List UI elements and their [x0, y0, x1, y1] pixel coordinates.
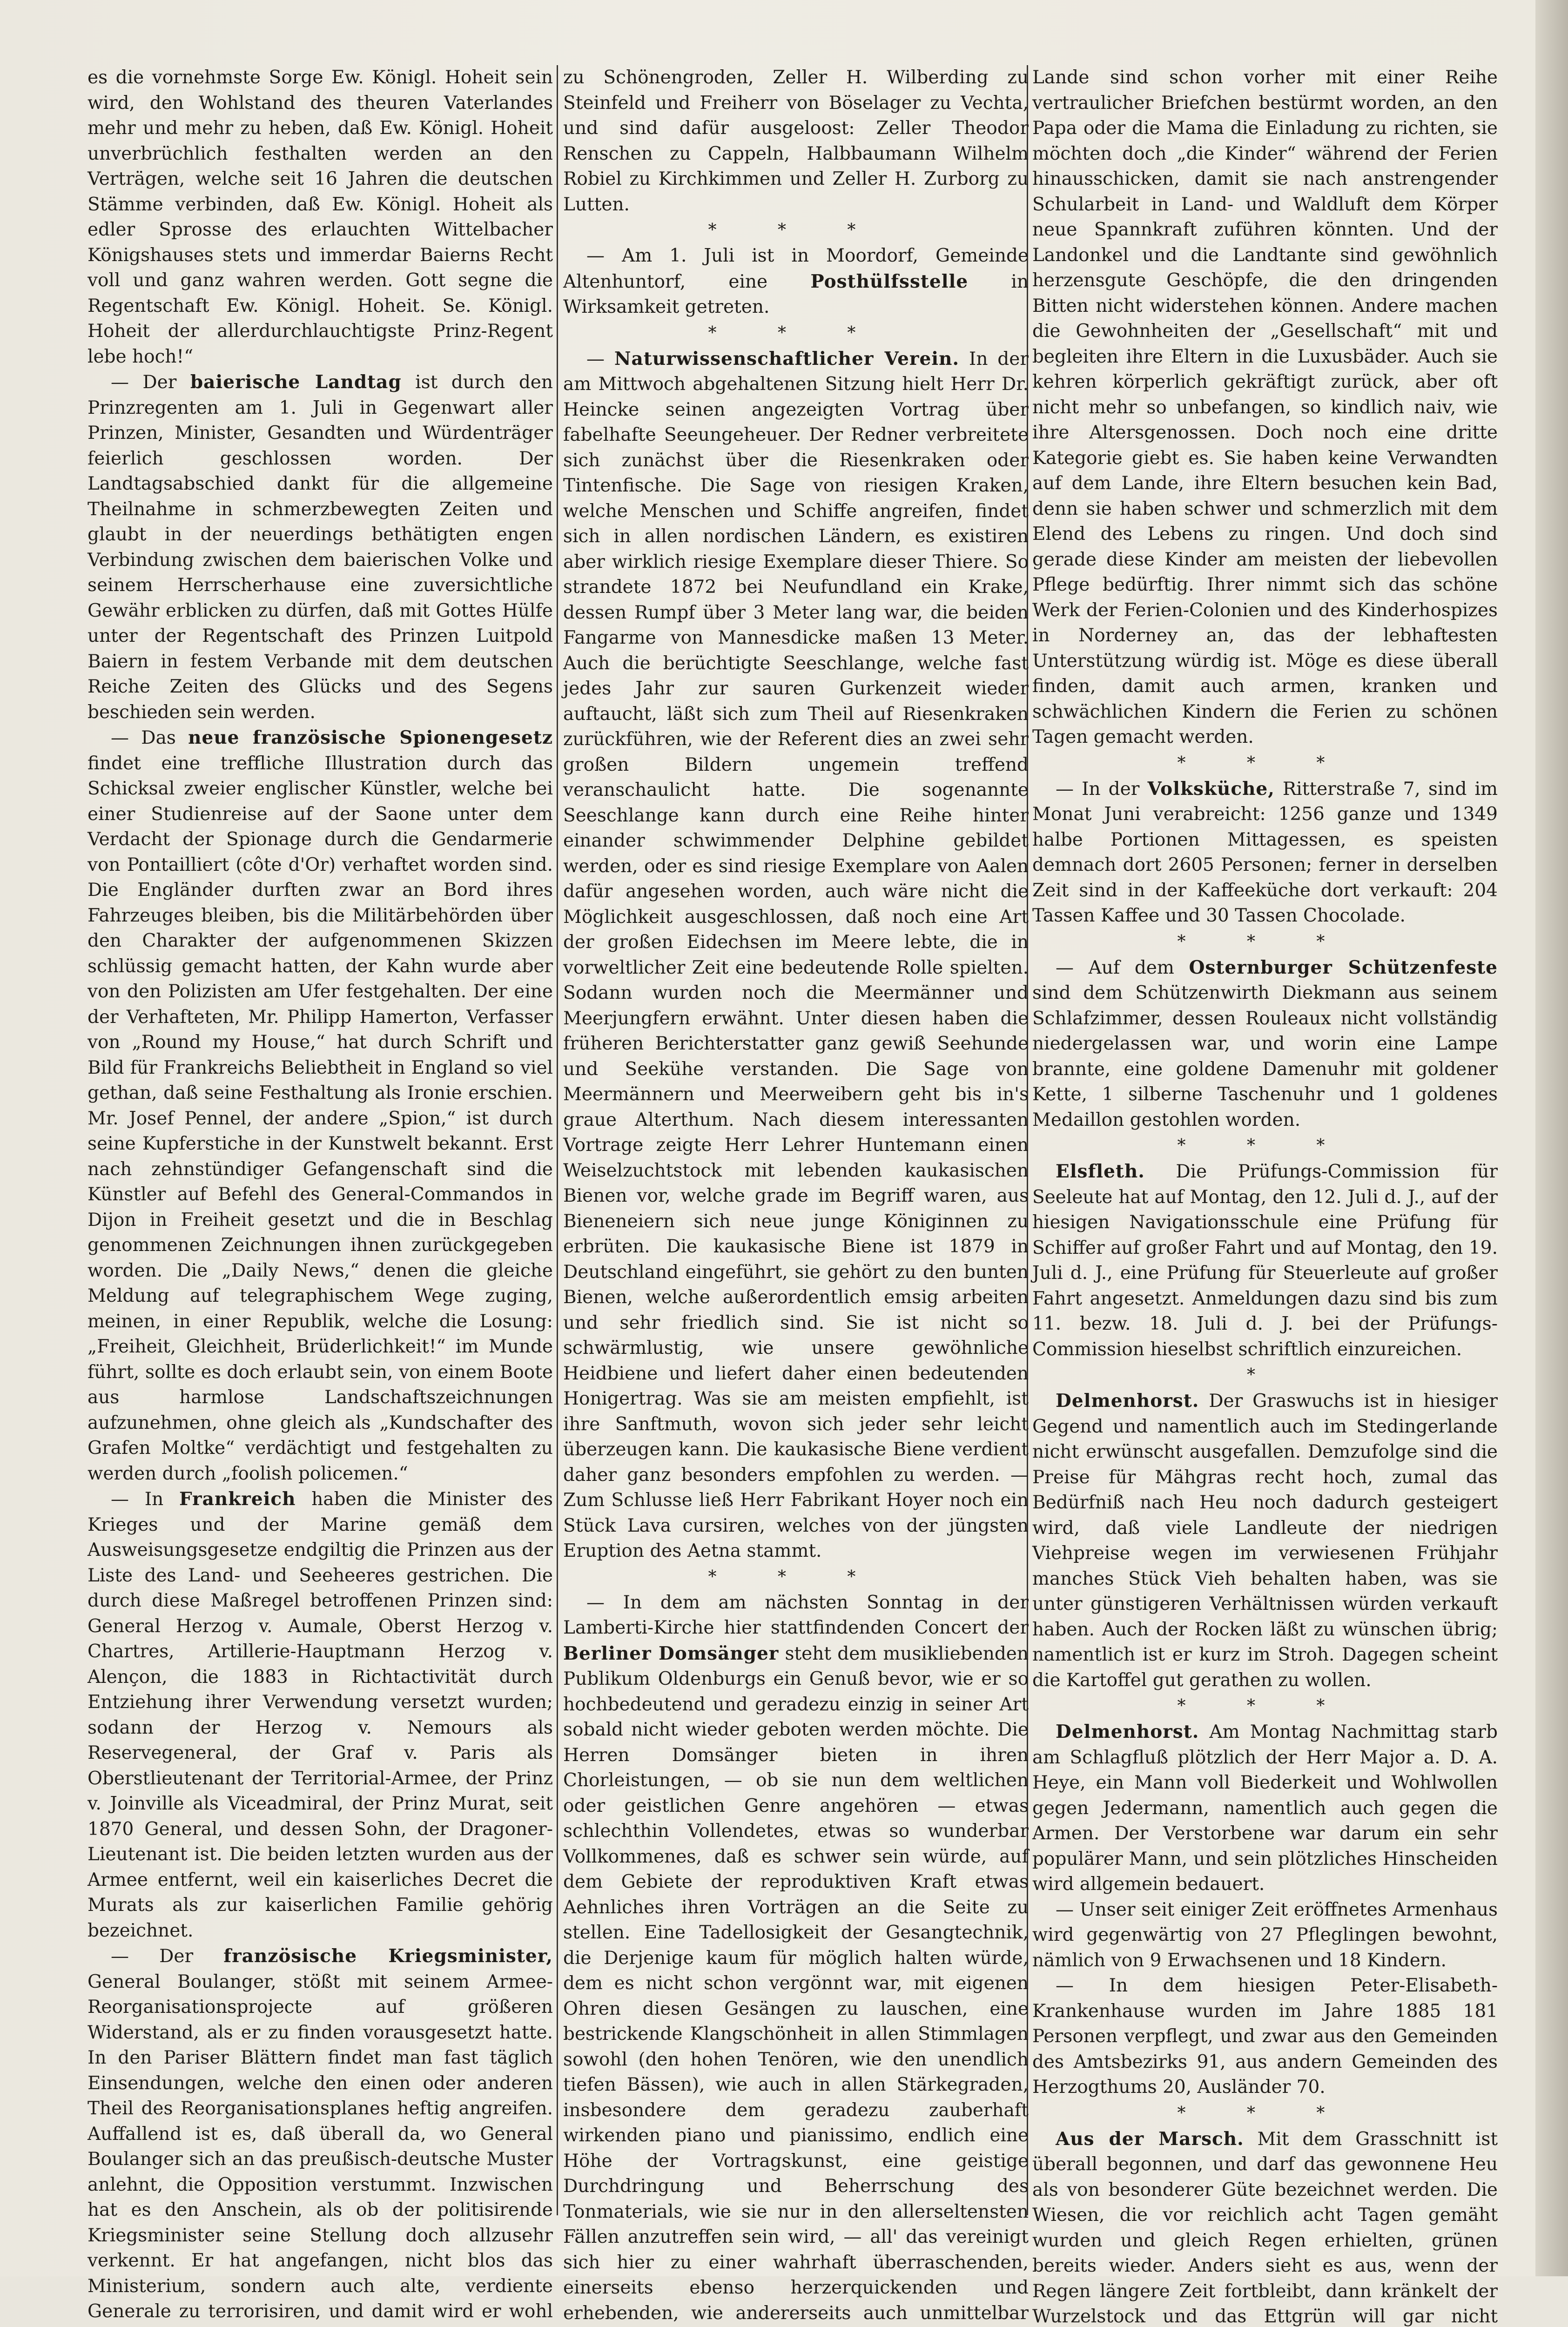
- headline-keyword: Volksküche,: [1147, 778, 1274, 800]
- notice-delmenhorst-1: Delmenhorst. Der Graswuchs ist in hiesiger Gegend und namentlich auch im Stedingerlande nicht erwünscht ausgefallen. Demzufolge sind die Preise für Mähgras recht hoch, zumal das Bedürfniß nach Heu noch dadurch gesteigert wird, daß viele Landleute der niedrigen Viehpreise wegen im verwiesenen Frühjahr manches Stück Vieh behalten haben, was sie unter günstigeren Verhältnissen würden verkauft haben. Auch der Rocken läßt zu wünschen übrig; namentlich ist er kurz im Stroh. Dagegen scheint die Kartoffel gut gerathen zu wollen.: [1032, 1388, 1498, 1693]
- article-naturwissenschaftlicher-verein: — Naturwissenschaftlicher Verein. In der am Mittwoch abgehaltenen Sitzung hielt Herr Dr. Heincke seinen angezeigten Vortrag über fabelhafte Seeungeheuer. Der Redner verbreitete sich zunächst über die Riesenkraken oder Tintenfische. Die Sage von riesigen Kraken, welche Menschen und Schiffe angreifen, findet sich in allen nordischen Ländern, es existiren aber wirklich riesige Exemplare dieser Thiere. So strandete 1872 bei Neufundland ein Krake, dessen Rumpf über 3 Meter lang war, die beiden Fangarme von Mannesdicke maßen 13 Meter. Auch die berüchtigte Seeschlange, welche fast jedes Jahr zur sauren Gurkenzeit wieder auftaucht, läßt sich zum Theil auf Riesenkraken zurückführen, wie der Referent dies an zwei sehr großen Bildern ungemein treffend veranschaulicht hatte. Die sogenannte Seeschlange kann durch eine Reihe hinter einander schwimmender Delphine gebildet werden, oder es sind riesige Exemplare von Aalen dafür angesehen worden, auch wäre nicht die Möglichkeit ausgeschlossen, daß noch eine Art der großen Eidechsen im Meere lebte, die in vorweltlicher Zeit eine bedeutende Rolle spielten. Sodann wurden noch die Meermänner und Meerjungfern erwähnt. Unter diesen haben die früheren Berichterstatter ganz gewiß Seehunde und Seekühe verstanden. Die Sage von Meermännern und Meerweibern geht bis in's graue Alterthum. Nach diesem interessanten Vortrage zeigte Herr Lehrer Huntemann einen Weiselzuchtstock mit lebenden kaukasischen Bienen vor, welche grade im Begriff waren, aus Bieneneiern sich neue junge Königinnen zu erbrüten. Die kaukasische Biene ist 1879 in Deutschland eingeführt, sie gehört zu den bunten Bienen, welche außerordentlich emsig arbeiten und sehr friedlich sind. Sie ist nicht so schwärmlustig, wie unsere gewöhnliche Heidbiene und liefert daher einen bedeutenden Honigertrag. Was sie am meisten empfiehlt, ist ihre Sanftmuth, wovon sich jeder sehr leicht überzeugen kann. Die kaukasische Biene verdient daher ganz besonders empfohlen zu werden. — Zum Schlusse ließ Herr Fabrikant Hoyer noch ein Stück Lava cursiren, welches von der jüngsten Eruption des Aetna stammt.: [563, 346, 1029, 1564]
- asterism-divider: * * *: [563, 323, 1029, 343]
- dateline: Elsfleth.: [1056, 1161, 1145, 1182]
- asterism-divider: * * *: [1032, 1136, 1498, 1156]
- dateline: Aus der Marsch.: [1056, 2128, 1244, 2150]
- column-rule: [557, 65, 558, 2215]
- notice-volkskueche: — In der Volksküche, Ritterstraße 7, sind im Monat Juni verabreicht: 1256 ganze und 1349 halbe Portionen Mittagessen, es speisten demnach dort 2605 Personen; ferner in derselben Zeit sind in der Kaffeeküche dort verkauft: 204 Tassen Kaffee und 30 Tassen Chocolade.: [1032, 776, 1498, 929]
- headline-keyword: neue französische Spionengesetz: [188, 727, 553, 748]
- article-frankreich: — In Frankreich haben die Minister des Krieges und der Marine gemäß dem Ausweisungsgesetze endgiltig die Prinzen aus der Liste des Land- und Seeheeres gestrichen. Die durch diese Maßregel betroffenen Prinzen sind: General Herzog v. Aumale, Oberst Herzog v. Chartres, Artillerie-Hauptmann Herzog v. Alençon, die 1883 in Richtactivität durch Entziehung ihrer Verwendung versetzt wurden; sodann der Herzog v. Nemours als Reservegeneral, der Graf v. Paris als Oberstlieutenant der Territorial-Armee, der Prinz v. Joinville als Viceadmiral, der Prinz Murat, seit 1870 General, und dessen Sohn, der Dragoner-Lieutenant ist. Die beiden letzten wurden aus der Armee entfernt, weil ein kaiserliches Decret die Murats als zur kaiserlichen Familie gehörig bezeichnet.: [87, 1486, 553, 1944]
- article-kriegsminister: — Der französische Kriegsminister, General Boulanger, stößt mit seinem Armee-Reorganisationsprojecte auf größeren Widerstand, als er zu finden vorausgesetzt hatte. In den Pariser Blättern findet man fast täglich Einsendungen, welche den einen oder anderen Theil des Reorganisationsplanes heftig angreifen. Auffallend ist es, daß überall da, wo General Boulanger sich an das preußisch-deutsche Muster anlehnt, die Opposition verstummt. Inzwischen hat es den Anschein, als ob der politisirende Kriegsminister seine Stellung doch allzusehr verkennt. Er hat angefangen, nicht blos das Ministerium, sondern auch alte, verdiente Generale zu terrorisiren, und damit wird er wohl: [87, 1944, 553, 2327]
- notice-elsfleth: Elsfleth. Die Prüfungs-Commission für Seeleute hat auf Montag, den 12. Juli d. J., auf der hiesigen Navigationsschule eine Prüfung für Schiffer auf großer Fahrt und auf Montag, den 19. Juli d. J., eine Prüfung für Steuerleute auf großer Fahrt angesetzt. Anmeldungen dazu sind bis zum 11. bezw. 18. Juli d. J. bei der Prüfungs-Commission hieselbst schriftlich einzureichen.: [1032, 1159, 1498, 1362]
- asterism-divider: * * *: [563, 220, 1029, 241]
- page-edge-shadow: [1535, 0, 1568, 2276]
- asterism-divider: * * *: [1032, 2103, 1498, 2124]
- asterism-divider: * * *: [1032, 932, 1498, 952]
- notice-armenhaus: — Unser seit einiger Zeit eröffnetes Armenhaus wird gegenwärtig von 27 Pfleglingen bewohnt, nämlich von 9 Erwachsenen und 18 Kindern.: [1032, 1897, 1498, 1974]
- notice-schuetzenfest: — Auf dem Osternburger Schützenfeste sind dem Schützenwirth Diekmann aus seinem Schlafzimmer, dessen Rouleaux nicht vollständig niedergelassen war, und worin eine Lampe brannte, eine goldene Damenuhr mit goldener Kette, 1 silberne Taschenuhr und 1 goldenes Medaillon gestohlen worden.: [1032, 955, 1498, 1133]
- column-left: [87, 65, 553, 2327]
- notice-posthuelfsstelle: — Am 1. Juli ist in Moordorf, Gemeinde Altenhuntorf, eine Posthülfsstelle in Wirksamkeit getreten.: [563, 243, 1029, 320]
- asterism-divider: * * *: [563, 1567, 1029, 1587]
- notice-krankenhaus: — In dem hiesigen Peter-Elisabeth-Krankenhause wurden im Jahre 1885 181 Personen verpflegt, und zwar aus den Gemeinden des Amtsbezirks 91, aus andern Gemeinden des Herzogthums 20, Ausländer 70.: [1032, 1973, 1498, 2100]
- dateline: Delmenhorst.: [1056, 1721, 1199, 1742]
- article-spionengesetz: — Das neue französische Spionengesetz findet eine treffliche Illustration durch das Schicksal zweier englischer Künstler, welche bei einer Studienreise auf der Saone unter dem Verdacht der Spionage durch die Gendarmerie von Pontailliert (côte d'Or) verhaftet worden sind. Die Engländer durften zwar an Bord ihres Fahrzeuges bleiben, bis die Militärbehörden über den Charakter der aufgenommenen Skizzen schlüssig gemacht hatten, der Kahn wurde aber von den Polizisten am Ufer festgehalten. Der eine der Verhafteten, Mr. Philipp Hamerton, Verfasser von „Round my House,“ hat durch Schrift und Bild für Frankreichs Beliebtheit in England so viel gethan, daß seine Festhaltung als Ironie erschien. Mr. Josef Pennel, der andere „Spion,“ ist durch seine Kupferstiche in der Kunstwelt bekannt. Erst nach zehnstündiger Gefangenschaft sind die Künstler auf Befehl des General-Commandos in Dijon in Freiheit gesetzt und die in Beschlag genommenen Zeichnungen ihnen zurückgegeben worden. Die „Daily News,“ denen die gleiche Meldung auf telegraphischem Wege zuging, meinen, in einer Republik, welche die Losung: „Freiheit, Gleichheit, Brüderlichkeit!“ im Munde führt, sollte es doch erlaubt sein, von einem Boote aus harmlose Landschaftszeichnungen aufzunehmen, ohne gleich als „Kundschafter des Grafen Moltke“ verdächtigt und festgehalten zu werden durch „foolish policemen.“: [87, 725, 553, 1486]
- headline-keyword: französische Kriegsminister,: [223, 1945, 553, 1967]
- notice-delmenhorst-2: Delmenhorst. Am Montag Nachmittag starb am Schlagfluß plötzlich der Herr Major a. D. A. Heye, ein Mann voll Biederkeit und Wohlwollen gegen Jedermann, namentlich auch gegen die Armen. Der Verstorbene war darum ein sehr populärer Mann, und sein plötzliches Hinscheiden wird allgemein bedauert.: [1032, 1719, 1498, 1897]
- asterism-divider: * * *: [1032, 1696, 1498, 1716]
- notice-geschworene-cont: zu Schönengroden, Zeller H. Wilberding zu Steinfeld und Freiherr von Böselager zu Vechta, und sind dafür ausgeloost: Zeller Theodor Renschen zu Cappeln, Halbbaumann Wilhelm Robiel zu Kirchkimmen und Zeller H. Zurborg zu Lutten.: [563, 65, 1029, 217]
- headline-keyword: Frankreich: [179, 1488, 296, 1510]
- article-baierischer-landtag: — Der baierische Landtag ist durch den Prinzregenten am 1. Juli in Gegenwart aller Prinzen, Minister, Gesandten und Würdenträger feierlich geschlossen worden. Der Landtagsabschied dankt für die allgemeine Theilnahme in schmerzbewegten Zeiten und glaubt in der neuerdings bethätigten engen Verbindung zwischen dem baierischen Volke und seinem Herrscherhause eine zuversichtliche Gewähr erblicken zu dürfen, daß mit Gottes Hülfe unter der Regentschaft des Prinzen Luitpold Baiern in festem Verbande mit dem deutschen Reiche Zeiten des Glücks und des Segens beschieden sein werden.: [87, 370, 553, 725]
- dateline: Delmenhorst.: [1056, 1390, 1199, 1412]
- asterism-divider: * * *: [1032, 753, 1498, 773]
- article-schoene-tage-cont: Lande sind schon vorher mit einer Reihe vertraulicher Briefchen bestürmt worden, an den Papa oder die Mama die Einladung zu richten, sie möchten doch „die Kinder“ während der Ferien hinausschicken, damit sie nach anstrengender Schularbeit in Land- und Waldluft dem Körper neue Spannkraft zuführen könnten. Und der Landonkel und die Landtante sind gewöhnlich herzensgute Geschöpfe, die den dringenden Bitten nicht widerstehen können. Andere machen die Gewohnheiten der „Gesellschaft“ mit und begleiten ihre Eltern in die Luxusbäder. Auch sie kehren körperlich gekräftigt zurück, aber oft nicht mehr so unbefangen, so kindlich naiv, wie ihre Altersgenossen. Doch noch eine dritte Kategorie giebt es. Sie haben keine Verwandten auf dem Lande, ihre Eltern besuchen kein Bad, denn sie haben schwer und schmerzlich mit dem Elend des Lebens zu ringen. Und doch sind gerade diese Kinder am meisten der liebevollen Pflege bedürftig. Ihrer nimmt sich das schöne Werk der Ferien-Colonien und des Kinderhospizes in Norderney an, das der lebhaftesten Unterstützung würdig ist. Möge es diese überall finden, damit auch armen, kranken und schwächlichen Kindern die Ferien zu schönen Tagen gemacht werden.: [1032, 65, 1498, 750]
- column-middle: [563, 65, 1029, 2327]
- headline-keyword: Berliner Domsänger: [563, 1643, 779, 1664]
- headline-keyword: Osternburger Schützenfeste: [1189, 957, 1498, 978]
- article-regent-address: es die vornehmste Sorge Ew. Königl. Hoheit sein wird, den Wohlstand des theuren Vaterlandes mehr und mehr zu heben, daß Ew. Königl. Hoheit unverbrüchlich festhalten werden an den Verträgen, welche seit 16 Jahren die deutschen Stämme verbinden, daß Ew. Königl. Hoheit als edler Sprosse des erlauchten Wittelbacher Königshauses stets und immerdar Baierns Recht voll und ganz wahren werden. Gott segne die Regentschaft Ew. Königl. Hoheit. Se. Königl. Hoheit der allerdurchlauchtigste Prinz-Regent lebe hoch!“: [87, 65, 553, 370]
- column-right: [1032, 65, 1498, 2327]
- asterism-divider: *: [1032, 1365, 1498, 1385]
- headline-keyword: Naturwissenschaftlicher Verein.: [614, 348, 959, 370]
- notice-marsch: Aus der Marsch. Mit dem Grasschnitt ist überall begonnen, und darf das gewonnene Heu als von besonderer Güte bezeichnet werden. Die Wiesen, die vor reichlich acht Tagen gemäht wurden und gleich Regen erhielten, grünen bereits wieder. Anders sieht es aus, wenn der Regen längere Zeit fortbleibt, dann kränkelt der Wurzelstock und das Ettgrün will gar nicht: [1032, 2126, 1498, 2327]
- article-domsaenger: — In dem am nächsten Sonntag in der Lamberti-Kirche hier stattfindenden Concert der Berliner Domsänger steht dem musikliebenden Publikum Oldenburgs ein Genuß bevor, wie er so hochbedeutend und geradezu einzig in seiner Art sobald nicht wieder geboten werden möchte. Die Herren Domsänger bieten in ihren Chorleistungen, — ob sie nun dem weltlichen oder geistlichen Genre angehören — etwas schlechthin Vollendetes, etwas so wunderbar Vollkommenes, daß es schwer sein würde, auf dem Gebiete der reproduktiven Kraft etwas Aehnliches ihren Vorträgen an die Seite zu stellen. Eine Tadellosigkeit der Gesangtechnik, die Derjenige kaum für möglich halten würde, dem es nicht schon vergönnt war, mit eigenen Ohren diesen Gesängen zu lauschen, eine bestrickende Klangschönheit in allen Stimmlagen sowohl (den hohen Tenören, wie den unendlich tiefen Bässen), wie auch in allen Stärkegraden, insbesondere dem geradezu zauberhaft wirkenden piano und pianissimo, endlich eine Höhe der Vortragskunst, eine geistige Durchdringung und Beherrschung des Tonmaterials, wie sie nur in den allerseltensten Fällen anzutreffen sein wird, — all' das vereinigt sich hier zu einer wahrhaft überraschenden, einerseits ebenso herzerquickenden und erhebenden, wie andererseits auch unmittelbar: [563, 1590, 1029, 2327]
- headline-keyword: baierische Landtag: [190, 371, 402, 393]
- headline-keyword: Posthülfsstelle: [810, 271, 968, 292]
